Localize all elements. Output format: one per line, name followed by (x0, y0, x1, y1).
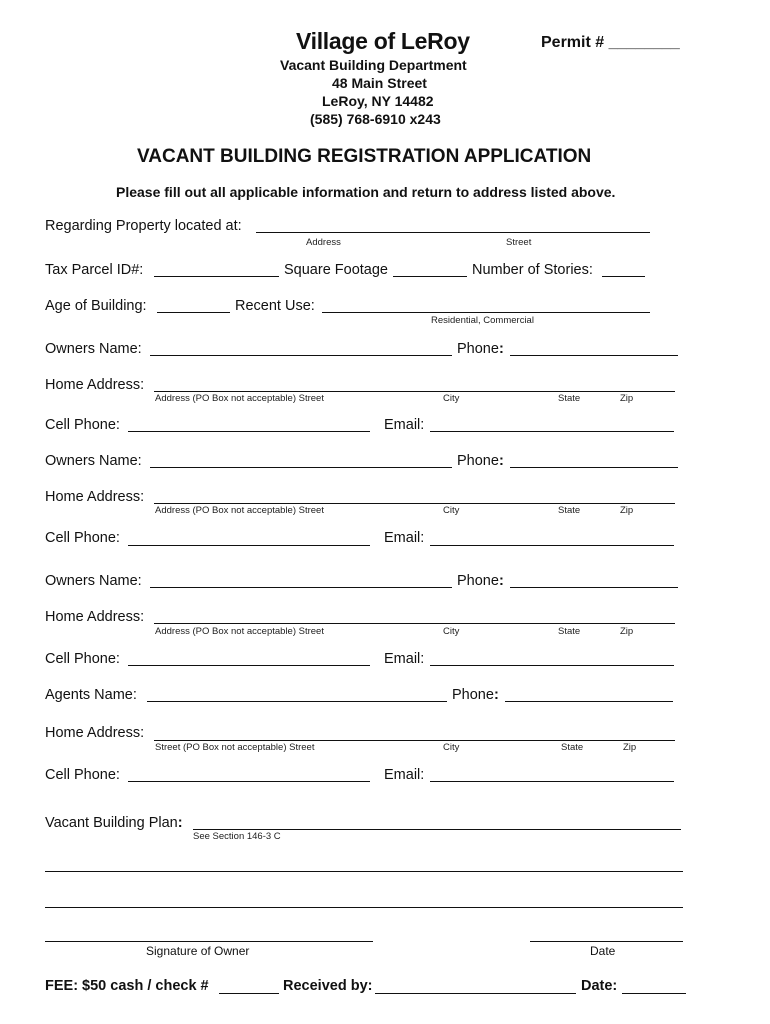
owner1-name-field[interactable] (150, 355, 452, 356)
street-caption: Street (506, 237, 532, 248)
owner1-phone-field[interactable] (510, 355, 678, 356)
property-address-field[interactable] (256, 232, 650, 233)
department-street: 48 Main Street (332, 75, 427, 91)
plan-caption: See Section 146-3 C (193, 831, 281, 842)
square-footage-field[interactable] (393, 276, 467, 277)
square-footage-label: Square Footage (284, 262, 388, 278)
owner3-phone-label: Phone: (457, 573, 504, 589)
owner3-home-address-field[interactable] (154, 623, 675, 624)
owner2-state-caption: State (558, 505, 581, 516)
stories-label: Number of Stories: (472, 262, 593, 278)
agent-state-caption: State (561, 742, 584, 753)
owner2-name-field[interactable] (150, 467, 452, 468)
owner2-cell-field[interactable] (128, 545, 370, 546)
agent-home-address-label: Home Address: (45, 725, 145, 741)
owner1-cell-label: Cell Phone: (45, 417, 120, 433)
tax-parcel-field[interactable] (154, 276, 279, 277)
plan-field-line1[interactable] (193, 829, 681, 830)
owner3-address-caption: Address (PO Box not acceptable) Street (155, 626, 324, 637)
owner1-home-address-field[interactable] (154, 391, 675, 392)
age-label: Age of Building: (45, 298, 147, 314)
stories-field[interactable] (602, 276, 645, 277)
owner1-state-caption: State (558, 393, 581, 404)
owner2-home-address-field[interactable] (154, 503, 675, 504)
owner3-home-address-label: Home Address: (45, 609, 145, 625)
owner2-email-label: Email: (384, 530, 425, 546)
fee-date-label: Date: (581, 978, 618, 994)
fee-label: FEE: $50 cash / check # (45, 978, 209, 994)
agent-email-label: Email: (384, 767, 425, 783)
fee-date-field[interactable] (622, 993, 686, 994)
recent-use-field[interactable] (322, 312, 650, 313)
owner1-email-label: Email: (384, 417, 425, 433)
owner3-state-caption: State (558, 626, 581, 637)
owner3-email-label: Email: (384, 651, 425, 667)
plan-label: Vacant Building Plan: (45, 815, 183, 831)
agent-email-field[interactable] (430, 781, 674, 782)
age-field[interactable] (157, 312, 230, 313)
owner1-phone-label: Phone: (457, 341, 504, 357)
signature-date-caption: Date (590, 944, 616, 958)
plan-field-line2[interactable] (45, 871, 683, 872)
owner2-phone-label: Phone: (457, 453, 504, 469)
agent-city-caption: City (443, 742, 460, 753)
owner1-address-caption: Address (PO Box not acceptable) Street (155, 393, 324, 404)
owner2-city-caption: City (443, 505, 460, 516)
department-city: LeRoy, NY 14482 (322, 93, 434, 109)
agent-cell-label: Cell Phone: (45, 767, 120, 783)
owner2-phone-field[interactable] (510, 467, 678, 468)
owner3-zip-caption: Zip (620, 626, 634, 637)
recent-use-label: Recent Use: (235, 298, 315, 314)
agent-phone-label: Phone: (452, 687, 499, 703)
owner3-cell-field[interactable] (128, 665, 370, 666)
agent-name-label: Agents Name: (45, 687, 137, 703)
owner2-name-label: Owners Name: (45, 453, 142, 469)
owner3-city-caption: City (443, 626, 460, 637)
check-number-field[interactable] (219, 993, 279, 994)
owner3-email-field[interactable] (430, 665, 674, 666)
form-instructions: Please fill out all applicable information and return to address listed above. (116, 184, 616, 200)
owner3-cell-label: Cell Phone: (45, 651, 120, 667)
owner3-phone-field[interactable] (510, 587, 678, 588)
owner1-email-field[interactable] (430, 431, 674, 432)
owner1-zip-caption: Zip (620, 393, 634, 404)
agent-zip-caption: Zip (623, 742, 637, 753)
owner3-name-field[interactable] (150, 587, 452, 588)
owner2-zip-caption: Zip (620, 505, 634, 516)
signature-field[interactable] (45, 941, 373, 942)
recent-use-caption: Residential, Commercial (431, 315, 534, 326)
department-name: Vacant Building Department (280, 57, 467, 73)
owner1-cell-field[interactable] (128, 431, 370, 432)
form-title: VACANT BUILDING REGISTRATION APPLICATION (137, 146, 592, 167)
owner2-home-address-label: Home Address: (45, 489, 145, 505)
signature-date-field[interactable] (530, 941, 683, 942)
owner1-city-caption: City (443, 393, 460, 404)
owner2-cell-label: Cell Phone: (45, 530, 120, 546)
received-by-field[interactable] (375, 993, 576, 994)
received-by-label: Received by: (283, 978, 373, 994)
signature-caption: Signature of Owner (146, 944, 250, 958)
property-label: Regarding Property located at: (45, 218, 242, 234)
department-phone: (585) 768-6910 x243 (310, 111, 441, 127)
tax-parcel-label: Tax Parcel ID#: (45, 262, 144, 278)
owner3-name-label: Owners Name: (45, 573, 142, 589)
owner2-address-caption: Address (PO Box not acceptable) Street (155, 505, 324, 516)
permit-number: Permit # ________ (541, 34, 680, 51)
owner2-email-field[interactable] (430, 545, 674, 546)
agent-street-caption: Street (PO Box not acceptable) Street (155, 742, 315, 753)
agent-home-address-field[interactable] (154, 740, 675, 741)
plan-field-line3[interactable] (45, 907, 683, 908)
agent-phone-field[interactable] (505, 701, 673, 702)
owner1-home-address-label: Home Address: (45, 377, 145, 393)
agent-cell-field[interactable] (128, 781, 370, 782)
agent-name-field[interactable] (147, 701, 447, 702)
address-caption: Address (306, 237, 341, 248)
village-title: Village of LeRoy (296, 28, 470, 54)
owner1-name-label: Owners Name: (45, 341, 142, 357)
